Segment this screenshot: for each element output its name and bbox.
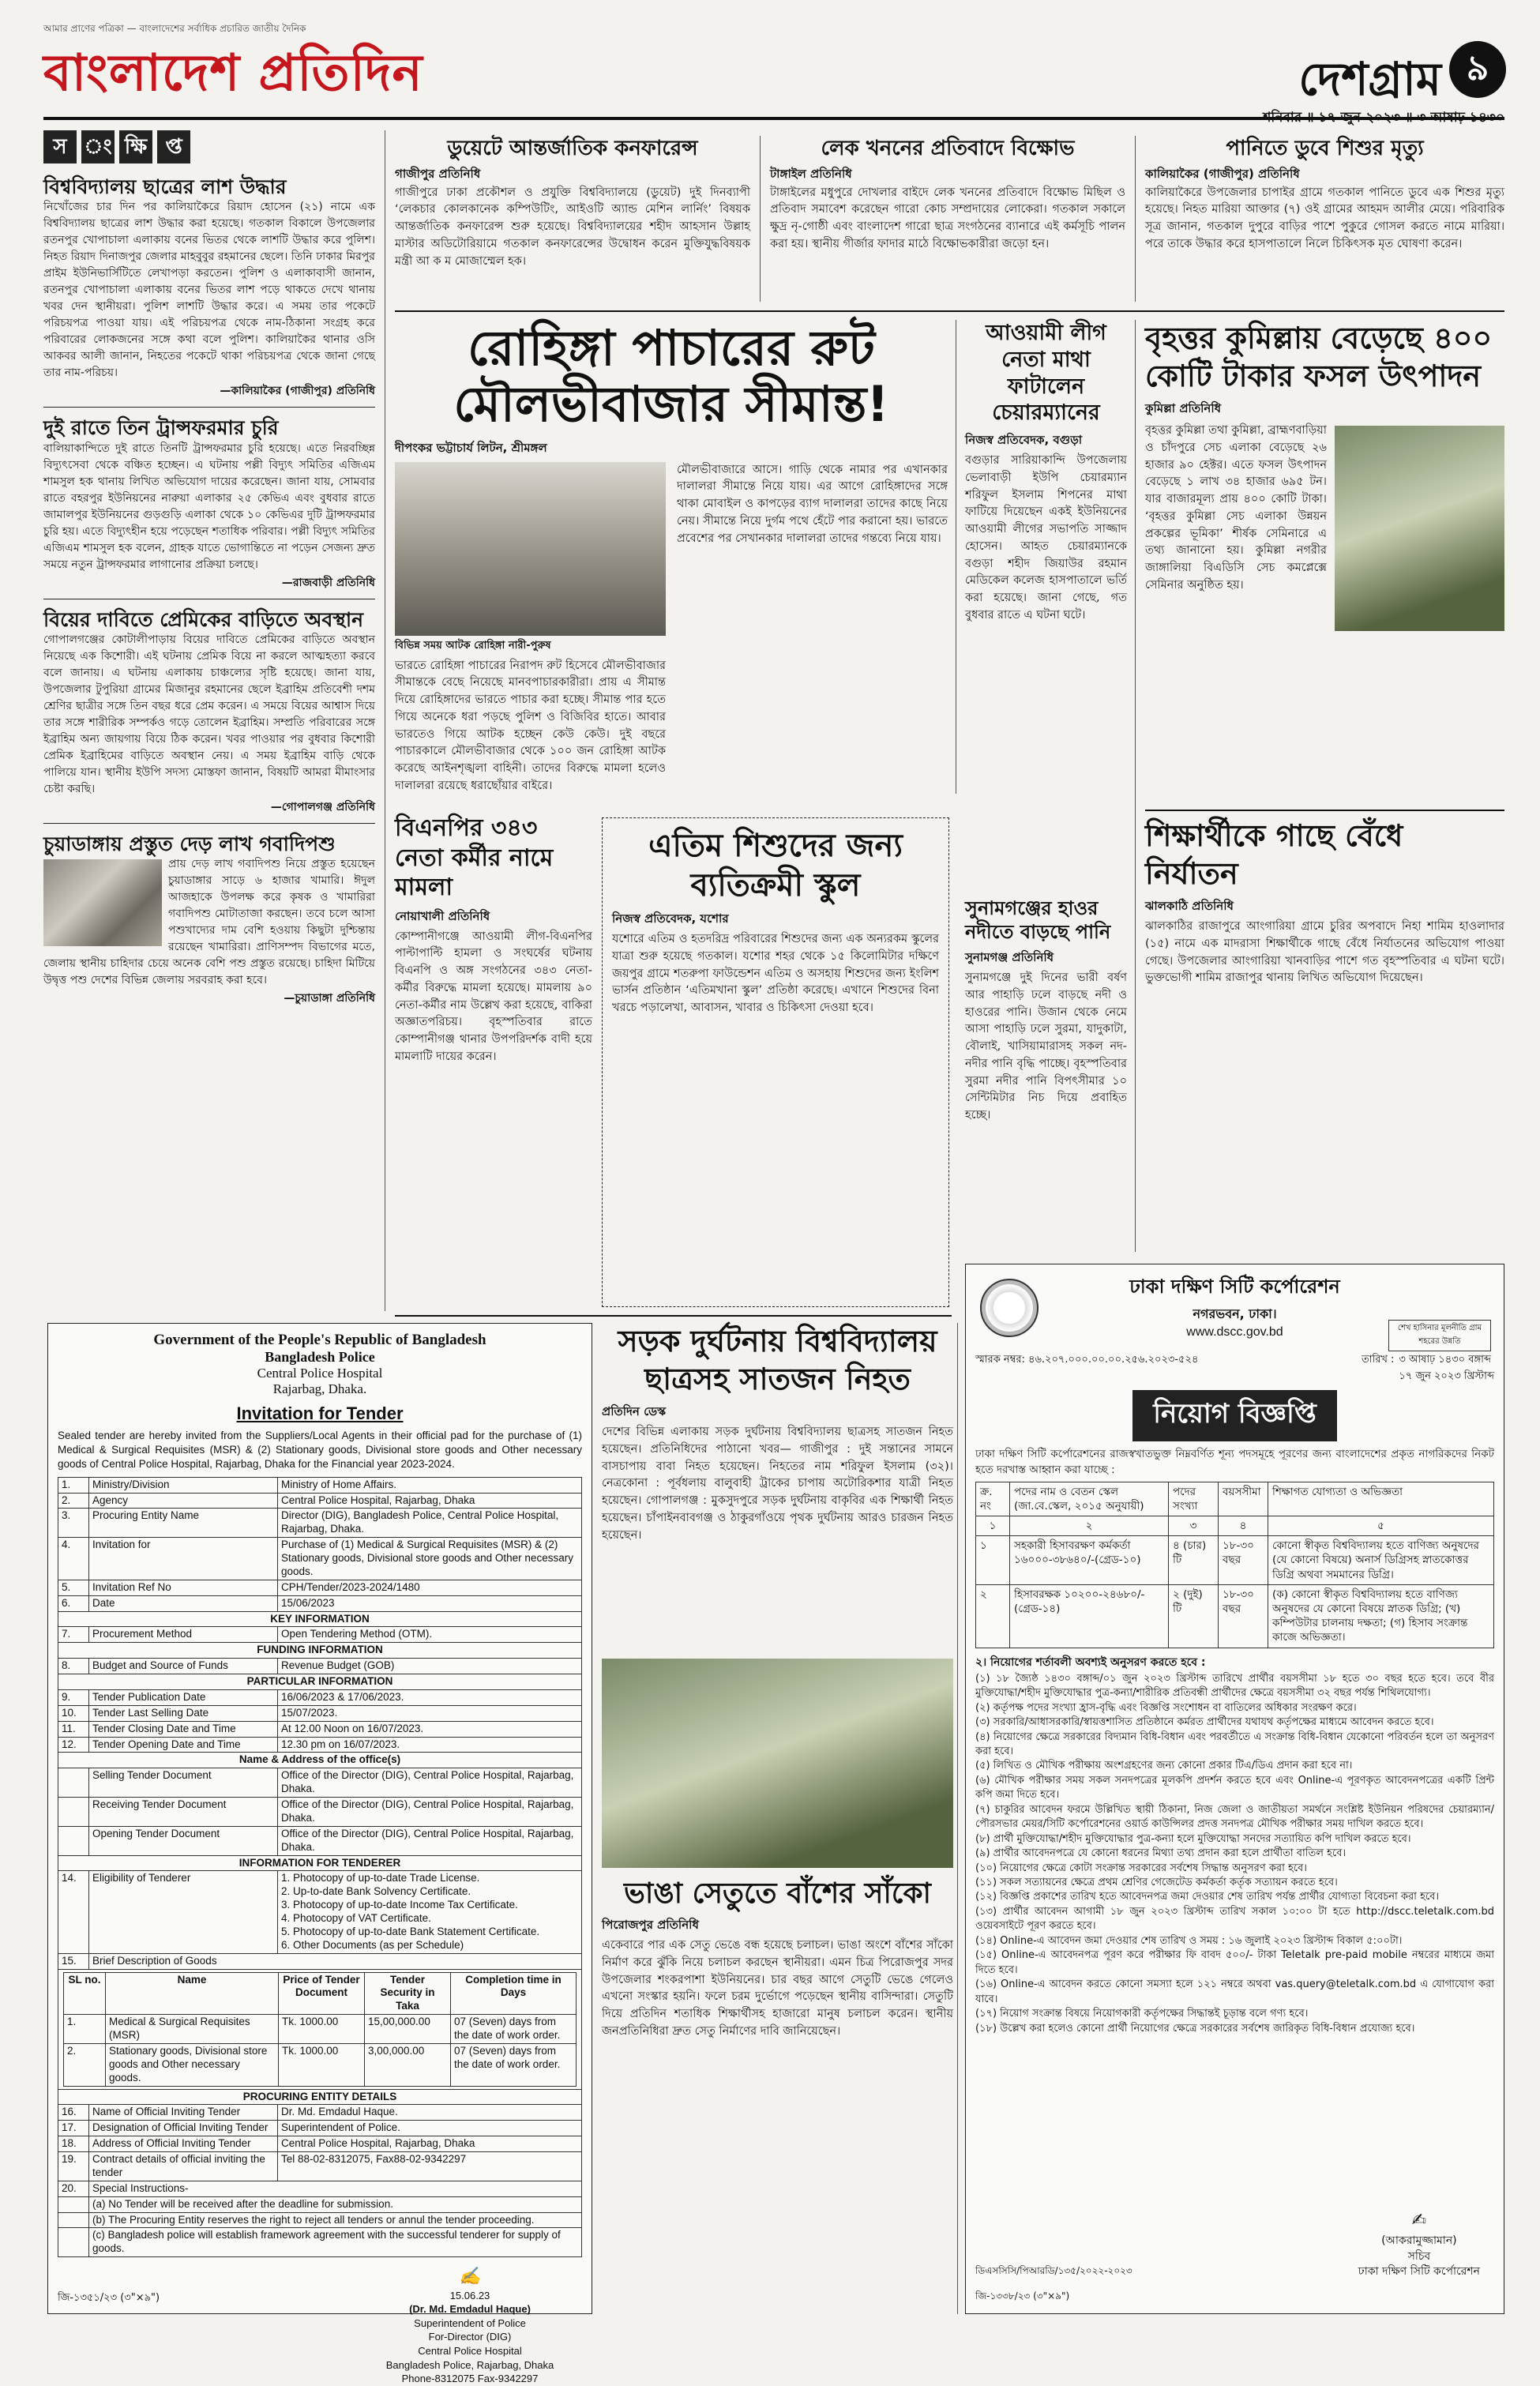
signature-name: (Dr. Md. Emdadul Haque) <box>409 2303 531 2316</box>
memo-number: স্মারক নম্বর: ৪৬.২০৭.০০০.০০.০০.২৫৬.২০২৩-৫২৪ <box>975 1354 1199 1366</box>
list-item: (১২) বিজ্ঞপ্তি প্রকাশের তারিখ হতে আবেদনপত্র জমা দেওয়ার শেষ তারিখ পর্যন্ত প্রার্থীর যোগ্যতা বিবেচনা করা হবে। <box>975 1891 1440 1903</box>
story-headline[interactable]: বিএনপির ৩৪৩ নেতা কর্মীর নামে মামলা <box>395 814 554 901</box>
story-byline: টাঙ্গাইল প্রতিনিধি <box>770 166 852 181</box>
table-row: 4. Invitation for Purchase of (1) Medical & Surgical Requisites (MSR) & (2) Stationary goods, Divisional store goods and Other necessary goods. <box>58 1538 582 1580</box>
story-headline[interactable]: পানিতে ডুবে শিশুর মৃত্যু <box>1226 137 1424 160</box>
list-item: (২) কর্তৃপক্ষ পদের সংখ্যা হ্রাস-বৃদ্ধি এবং বিজ্ঞপ্তি সংশোধন বা বাতিলের অধিকার সংরক্ষণ করে। <box>975 1701 1357 1714</box>
dscc-notice <box>965 1264 1504 2314</box>
section-name: দেশগ্রাম <box>1298 52 1441 106</box>
story-body: বৃহত্তর কুমিল্লা তথা কুমিল্লা, ব্রাহ্মণবাড়িয়া ও চাঁদপুরে সেচ এলাকা বেড়েছে ২৬ হাজার ৯০ হেক্টর। এতে ফসল উৎপাদন বেড়েছে ১ লাখ ৩৪ হাজার ৬৯৫ টন। যার বাজারমূল্য প্রায় ৪০০ কোটি টাকা। ‘বৃহত্তর কুমিল্লা সেচ এলাকা উন্নয়ন প্রকল্পের ভূমিকা’ শীর্ষক সেমিনারে এ তথ্য জানানো হয়। কুমিল্লা নগরীর জাঙ্গালিয়া বিএডিসি সেচ কমপ্লেক্সে সেমিনার অনুষ্ঠিত হয়। <box>1145 424 1327 592</box>
list-item: (১৩) প্রার্থীর আবেদন আগামী ১৮ জুন ২০২৩ খ্রিস্টাব্দ তারিখ সকাল ১০:০০ টা হতে http://dscc.teletalk.com.bd ওয়েবসাইটে পূরণ করতে হবে। <box>975 1905 1494 1933</box>
story-body: সুনামগঞ্জে দুই দিনের ভারী বর্ষণ আর পাহাড়ি ঢলে বাড়ছে নদী ও হাওরের পানি। উজান থেকে নেমে আসা পাহাড়ি ঢলে সুরমা, যাদুকাটা, বৌলাই, খাসিয়ামারাসহ সকল নদ-নদীর পানি বৃদ্ধি পাচ্ছে। বৃহস্পতিবার সুরমা নদীর পানি বিপৎসীমার ১০ সেন্টিমিটার নিচ দিয়ে প্রবাহিত হচ্ছে। <box>965 971 1127 1122</box>
signature-line: Bangladesh Police, Rajarbag, Dhaka <box>385 2358 554 2371</box>
table-row: 10. Tender Last Selling Date 15/07/2023. <box>58 1705 582 1721</box>
ad-code: জি-১৩৩৮/২৩ (৩"×৯") <box>975 2290 1070 2301</box>
list-item: (৬) মৌখিক পরীক্ষার সময় সকল সনদপত্রের মূলকপি প্রদর্শন করতে হবে এবং Online-এ পূরণকৃত আবেদনপত্রের একটি প্রিন্ট কপি জমা দিতে হবে। <box>975 1774 1494 1802</box>
list-item: (১৬) Online-এ আবেদন করতে কোনো সমস্যা হলে ১২১ নম্বরে অথবা vas.query@teletalk.com.bd এ যোগাযোগ করা যাবে। <box>975 1978 1494 2005</box>
story-sunamganj <box>965 896 1127 1307</box>
brief-item <box>43 175 375 408</box>
story-byline: কালিয়াকৈর (গাজীপুর) প্রতিনিধি <box>1145 166 1300 181</box>
story-orphan <box>602 817 949 1307</box>
table-section-header: Name & Address of the office(s) <box>58 1753 582 1768</box>
signature-date: 15.06.23 <box>449 2289 490 2301</box>
story-body: মৌলভীবাজারে আসে। গাড়ি থেকে নামার পর এখানকার দালালরা সীমান্তে নিয়ে যায়। এর আগে রোহিঙ্গাদের সঙ্গে থাকা মোবাইল ও কাপড়ের ব্যাগ দালালরা তাদের কাছে নিয়ে নেয়। সীমান্তে নিয়ে দুর্গম পথে হেঁটে পার করানো হয়। ভারতে প্রবেশের পর সেখানকার দালালরা তাদের গন্তব্যে নিয়ে যায়। <box>677 463 948 545</box>
story-bnp <box>395 813 592 1311</box>
table-row: 9. Tender Publication Date 16/06/2023 & 17/06/2023. <box>58 1689 582 1705</box>
table-row: (c) Bangladesh police will establish framework agreement with the successful tenderer for supply of goods. <box>58 2228 582 2257</box>
cattle-photo <box>43 859 162 946</box>
story-awami <box>965 320 1127 889</box>
notice-title: নিয়োগ বিজ্ঞপ্তি <box>1132 1390 1337 1441</box>
list-item: (১) ১৮ জ্যৈষ্ঠ ১৪৩০ বঙ্গাব্দ/০১ জুন ২০২৩ খ্রিস্টাব্দ তারিখে প্রার্থীর বয়সসীমা ১৮ হতে ৩০ বছর হতে হবে। তবে বীর মুক্তিযোদ্ধা/শহীদ মুক্তিযোদ্ধার পুত্র-কন্যা/শারীরিক প্রতিবন্ধী প্রার্থীদের ক্ষেত্রে বয়সসীমা ৩২ বছর পর্যন্ত শিথিলযোগ্য। <box>975 1672 1494 1700</box>
table-row: ১ সহকারী হিসাবরক্ষণ কর্মকর্তা ১৬০০০-৩৮৬৪০/-(গ্রেড-১০) ৪ (চার) টি ১৮-৩০ বছর কোনো স্বীকৃত বিশ্ববিদ্যালয় হতে বাণিজ্য অনুষদের (যে কোনো বিষয়ে) অনার্স ডিগ্রিসহ স্নাতকোত্তর ডিগ্রি অথবা সমমানের ডিগ্রি। <box>976 1536 1494 1585</box>
story-drown <box>1145 136 1504 306</box>
table-row: 16. Name of Official Inviting Tender Dr. Md. Emdadul Haque. <box>58 2105 582 2121</box>
brief-headline[interactable]: চুয়াডাঙ্গায় প্রস্তুত দেড় লাখ গবাদিপশু <box>43 832 336 855</box>
list-item: (৯) প্রার্থীর আবেদনপত্রে যে কোনো ধরনের মিথ্যা তথ্য প্রদান করা হলে প্রার্থীতা বাতিল হবে। <box>975 1847 1346 1860</box>
table-row: 20. Special Instructions- <box>58 2181 582 2196</box>
signature-name: (আকরামুজ্জামান) <box>1381 2234 1457 2248</box>
list-item: (৭) চাকুরির আবেদন ফরমে উল্লিখিত স্থায়ী ঠিকানা, নিজ জেলা ও জাতীয়তা সমর্থনে সংশ্লিষ্ট ইউনিয়ন পরিষদের চেয়ারম্যান/পৌরসভার মেয়র/সিটি কর্পোরেশনের ওয়ার্ড কাউন্সিলর প্রদত্ত সনদপত্র মৌখিক পরীক্ষার সময় দাখিল করতে হবে। <box>975 1803 1494 1831</box>
dscc-slogan: শেখ হাসিনার মূলনীতি গ্রাম শহরের উন্নতি <box>1388 1320 1491 1351</box>
story-body: গাজীপুরে ঢাকা প্রকৌশল ও প্রযুক্তি বিশ্ববিদ্যালয়ে (ডুয়েট) দুই দিনব্যাপী ‘লেকচার কোলকানেক কম্পিউটিং, আইওটি অ্যান্ড মেশিন লার্নিং’ বিষয়ক আন্তর্জাতিক কনফারেন্স শুরু হয়েছে। বিশ্ববিদ্যালয়ের শহীদ আহসান উল্লাহ মাস্টার অডিটোরিয়ামে গতকাল কনফারেন্সের উদ্বোধন করেন মুক্তিযুদ্ধবিষয়ক মন্ত্রী আ ক ম মোজাম্মেল হক। <box>395 186 750 268</box>
story-body: যশোরে এতিম ও হতদরিদ্র পরিবারের শিশুদের জন্য এক অন্যরকম স্কুলের যাত্রা শুরু হয়েছে গতকাল। যশোর শহর থেকে ১৫ কিলোমিটার দক্ষিণে জয়পুর গ্রামে শতরুপা ফাউন্ডেশন এতিম ও অসহায় শিশুদের জন্য ইংলিশ ভার্সন প্রতিষ্ঠান ‘এতিমখানা স্কুল’ প্রতিষ্ঠা করেছে। এখানে শিশুদের বিনা খরচে পড়ালেখা, আবাসন, খাবার ও চিকিৎসা দেওয়া হবে। <box>612 933 939 1014</box>
table-section-header: PARTICULAR INFORMATION <box>58 1674 582 1690</box>
table-row: 17. Designation of Official Inviting Tender Superintendent of Police. <box>58 2121 582 2136</box>
brief-headline[interactable]: দুই রাতে তিন ট্রান্সফরমার চুরি <box>43 416 279 440</box>
goods-table <box>63 1972 577 2087</box>
signature-line: Superintendent of Police <box>414 2316 526 2329</box>
signature-org: ঢাকা দক্ষিণ সিটি কর্পোরেশন <box>1358 2265 1480 2279</box>
list-item: (৮) প্রার্থী মুক্তিযোদ্ধা/শহীদ মুক্তিযোদ্ধার পুত্র-কন্যা হলে মুক্তিযোদ্ধা সনদের সত্যায়িত কপি দাখিল করতে হবে। <box>975 1832 1411 1845</box>
sangkhipto-letter: ং <box>81 130 115 163</box>
sangkhipto-column <box>43 130 375 1311</box>
story-bridge <box>602 1876 953 2314</box>
story-headline[interactable]: সুনামগঞ্জের হাওর নদীতে বাড়ছে পানি <box>965 897 1111 943</box>
lead-headline-line2[interactable]: মৌলভীবাজার সীমান্ত! <box>453 375 889 434</box>
table-row: 2. Stationary goods, Divisional store goods and Other necessary goods. Tk. 1000.00 3,00,000.00 07 (Seven) days from the date of work order. <box>64 2043 577 2086</box>
masthead-rule <box>43 117 1504 120</box>
dscc-url[interactable]: www.dscc.gov.bd <box>1186 1325 1283 1339</box>
list-item: (৪) নিয়োগের ক্ষেত্রে সরকারের বিদ্যমান বিধি-বিধান এবং পরবর্তীতে এ সংক্রান্ত বিধি-বিধান যেকোনো পরিবর্তন হলে তা অনুসরণ করা হবে। <box>975 1730 1494 1757</box>
table-row: (a) No Tender will be received after the deadline for submission. <box>58 2196 582 2212</box>
table-section-header: PROCURING ENTITY DETAILS <box>58 2089 582 2105</box>
story-duet <box>395 136 750 306</box>
list-item: (১৫) Online-এ আবেদনপত্র পূরণ করে পরীক্ষার ফি বাবদ ৫০০/- টাকা Teletalk pre-paid mobile নম্বরের মাধ্যমে জমা দিতে হবে। <box>975 1949 1494 1976</box>
story-byline: সুনামগঞ্জ প্রতিনিধি <box>965 950 1054 964</box>
section-rule <box>395 1315 952 1317</box>
story-headline[interactable]: এতিম শিশুদের জন্য ব্যতিক্রমী স্কুল <box>648 828 903 904</box>
signature-mark: ✍ <box>459 2267 481 2287</box>
table-row: (b) The Procuring Entity reserves the right to reject all tenders or annul the tender proceeding. <box>58 2212 582 2228</box>
table-header: SL no. Name Price of Tender Document Tender Security in Taka Completion time in Days <box>64 1972 577 2015</box>
column-divider <box>957 1323 958 2314</box>
tender-title: Invitation for Tender <box>236 1403 404 1423</box>
story-headline[interactable]: লেক খননের প্রতিবাদে বিক্ষোভ <box>821 137 1075 160</box>
list-item: (১১) সকল সত্যায়নের ক্ষেত্রে প্রথম শ্রেণির গেজেটেড কর্মকর্তা কর্তৃক সত্যায়ন করতে হবে। <box>975 1877 1338 1889</box>
date-english: ১৭ জুন ২০২৩ খ্রিস্টাব্দ <box>1399 1370 1494 1382</box>
strip-rule <box>395 310 1504 312</box>
tender-signature <box>358 2265 582 2386</box>
table-row: 6. Date 15/06/2023 <box>58 1595 582 1611</box>
sangkhipto-letter: প্ত <box>157 130 190 163</box>
story-byline: গাজীপুর প্রতিনিধি <box>395 166 481 181</box>
story-body: টাঙ্গাইলের মধুপুরে দোখলার বাইদে লেক খননের প্রতিবাদে বিক্ষোভ মিছিল ও প্রতিবাদ সমাবেশ করেছেন গারো কোচ সম্প্রদায়ের লোকেরা। গতকাল সকালে ক্ষুদ্র নৃ-গোষ্ঠী এবং বাংলাদেশ গারো ছাত্র সংগঠনের ব্যানারে এই কর্মসূচি পালন করা হয়। স্থানীয় গীর্জার ফাদার মাঠে বিক্ষোভকারীরা জড়ো হন। <box>770 186 1125 250</box>
list-item: (১৮) উল্লেখ করা হলেও কোনো প্রার্থী নিয়োগের ক্ষেত্রে সরকারের সর্বশেষ জারিকৃত বিধি-বিধান প্রযোজ্য হবে। <box>975 2022 1415 2035</box>
story-byline: দীপংকর ভট্টাচার্য লিটন, শ্রীমঙ্গল <box>395 440 547 455</box>
table-row: 11. Tender Closing Date and Time At 12.00 Noon on 16/07/2023. <box>58 1721 582 1737</box>
tender-gov: Government of the People's Republic of Bangladesh <box>153 1332 486 1348</box>
brief-body: বালিয়াকান্দিতে দুই রাতে তিনটি ট্রান্সফরমার চুরি হয়েছে। এতে নিরবচ্ছিন্ন বিদ্যুৎসেবা থেকে বঞ্চিত হচ্ছেন। এ ঘটনায় পল্লী বিদ্যুৎ সমিতির এজিএম শামসুল হক থানায় লিখিত অভিযোগ দায়ের করেছেন। জানা যায়, সোমবার রাতে বহরপুর ইউনিয়নের নারুয়া এলাকার ২৫ কেভিএ এবং বুধবার রাতে জামালপুর ইউনিয়নের গুড়গুড়ি এলাকা থেকে ১০ কেভিএর দুটি ট্রান্সফরমার চুরি হয়। এতে বিদ্যুৎহীন হয়ে পড়েছেন শতাধিক পরিবার। পল্লী বিদ্যুৎ সমিতির এজিএম শামসুল হক বলেন, গ্রাহক যাতে ভোগান্তিতে না পড়েন সেজন্য দ্রুত সময়ে নতুন ট্রান্সফরমার লাগানোর প্রক্রিয়া চলছে। <box>43 442 375 571</box>
story-headline[interactable]: ভাঙা সেতুতে বাঁশের সাঁকো <box>624 1877 931 1910</box>
story-byline: প্রতিদিন ডেস্ক <box>602 1404 667 1418</box>
table-row: 7. Procurement Method Open Tendering Method (OTM). <box>58 1627 582 1643</box>
brief-credit: —রাজবাড়ী প্রতিনিধি <box>281 576 375 589</box>
conditions-title: ২। নিয়োগের শর্তাবলী অবশ্যই অনুসরণ করতে হবে : <box>975 1655 1206 1669</box>
sangkhipto-letter: ক্ষি <box>119 130 152 163</box>
story-body: দেশের বিভিন্ন এলাকায় সড়ক দুর্ঘটনায় বিশ্ববিদ্যালয় ছাত্রসহ সাতজন নিহত হয়েছেন। প্রতিনিধিদের পাঠানো খবর— গাজীপুর : দুই সন্তানের সামনে বাসচাপায় বাবা নিহত হয়েছেন। নিহতের নাম শরিফুল ইসলাম (৩২)। নেত্রকোনা : পূর্বধলায় বালুবাহী ট্রাকের চাপায় অটোরিকশার যাত্রী নিহত হয়েছেন। গোপালগঞ্জ : মুকসুদপুরে সড়ক দুর্ঘটনায় বাকৃবির এক শিক্ষার্থী নিহত হয়েছেন। চাঁপাইনবাবগঞ্জ ও ঠাকুরগাঁওয়ে পৃথক দুর্ঘটনায় আরও চারজন নিহত হয়েছেন। <box>602 1426 953 1542</box>
table-row: Selling Tender Document Office of the Director (DIG), Central Police Hospital, Rajarbag, Dhaka. <box>58 1768 582 1798</box>
date-label: তারিখ : <box>1361 1354 1395 1366</box>
table-row: 8. Budget and Source of Funds Revenue Budget (GOB) <box>58 1659 582 1674</box>
story-headline-line2[interactable]: ছাত্রসহ সাতজন নিহত <box>644 1361 911 1396</box>
masthead-tagline: আমার প্রাণের পত্রিকা — বাংলাদেশের সর্বাধিক প্রচারিত জাতীয় দৈনিক <box>43 23 306 34</box>
brief-body: প্রায় দেড় লাখ গবাদিপশু নিয়ে প্রস্তুত হয়েছেন চুয়াডাঙ্গার সাড়ে ৬ হাজার খামারি। ঈদুল আজহাকে উপলক্ষ করে কৃষক ও খামারিরা গবাদিপশু মোটাতাজা করছেন। তবে চলে আসা পশুখাদ্যের দাম বেশি হওয়ায় কিছুটা দুশ্চিন্তায় রয়েছেন খামারিরা। প্রাণিসম্পদ বিভাগের মতে, জেলায় স্থানীয় চাহিদার চেয়ে অনেক বেশি পশু প্রস্তুত রয়েছে। চাহিদা মিটিয়ে উদ্বৃত্ত পশু দেশের বিভিন্ন জেলায় সরবরাহ করা হবে। <box>43 858 375 986</box>
dscc-name: ঢাকা দক্ষিণ সিটি কর্পোরেশন <box>1129 1276 1340 1298</box>
story-byline: নোয়াখালী প্রতিনিধি <box>395 908 490 923</box>
story-headline[interactable]: বৃহত্তর কুমিল্লায় বেড়েছে ৪০০ কোটি টাকার ফসল উৎপাদন <box>1145 321 1493 393</box>
page-number: ৯ <box>1449 41 1506 98</box>
sangkhipto-title <box>43 130 375 163</box>
table-row <box>58 1969 582 2089</box>
sangkhipto-letter: স <box>43 130 77 163</box>
table-row: ২ হিসাবরক্ষক ১০২০০-২৪৬৮০/-(গ্রেড-১৪) ২ (দুই) টি ১৮-৩০ বছর (ক) কোনো স্বীকৃত বিশ্ববিদ্যালয় হতে বাণিজ্য অনুষদের যে কোনো বিষয়ে স্নাতক ডিগ্রি; (খ) কম্পিউটার চালনায় দক্ষতা; (গ) হিসাব সংক্রান্ত কাজে অভিজ্ঞতা। <box>976 1584 1494 1648</box>
column-divider <box>1135 320 1136 1252</box>
story-headline[interactable]: শিক্ষার্থীকে গাছে বেঁধে নির্যাতন <box>1145 818 1403 891</box>
table-row: Opening Tender Document Office of the Director (DIG), Central Police Hospital, Rajarbag, Dhaka. <box>58 1826 582 1855</box>
photo-caption: বিভিন্ন সময় আটক রোহিঙ্গা নারী-পুরুষ <box>395 639 551 652</box>
date-bangla: ৩ আষাঢ় ১৪৩০ বঙ্গাব্দ <box>1399 1354 1491 1366</box>
signature-line: Central Police Hospital <box>418 2345 522 2358</box>
story-headline[interactable]: আওয়ামী লীগ নেতা মাথা ফাটালেন চেয়ারম্যানের <box>986 321 1106 426</box>
story-body: কালিয়াকৈরে উপজেলার চাপাইর গ্রামে গতকাল পানিতে ডুবে এক শিশুর মৃত্যু হয়েছে। নিহত মারিয়া আক্তার (৭) ওই গ্রামের আহমদ আলীর মেয়ে। পরিবারিক সূত্র জানান, গতকাল দুপুরে বাড়ির পাশে পুকুরে গোসল করতে নামে মারিয়া। পরে তাকে উদ্ধার করে হাসপাতালে নিলে চিকিৎসক মৃত ঘোষণা করেন। <box>1145 186 1504 250</box>
table-row: ১ ২ ৩ ৪ ৫ <box>976 1516 1494 1535</box>
table-row: 15. Brief Description of Goods <box>58 1953 582 1969</box>
list-item: (১৪) Online-এ আবেদন জমা দেওয়ার শেষ তারিখ ও সময় : ১৬ জুলাই ২০২৩ খ্রিস্টাব্দ বিকাল ৫:০০টা। <box>975 1934 1403 1947</box>
lead-headline-line1[interactable]: রোহিঙ্গা পাচারের রুট <box>468 319 875 377</box>
column-divider <box>1135 136 1136 302</box>
story-byline: কুমিল্লা প্রতিনিধি <box>1145 401 1222 415</box>
story-body: ঝালকাঠির রাজাপুরে আংগারিয়া গ্রামে চুরির অপবাদে নিহা শামিম হাওলাদার (১৫) নামে এক মাদরাসা শিক্ষার্থীকে গাছে বেঁধে নির্যাতনের অভিযোগ পাওয়া গেছে। উপজেলার আংগারিয়া খানবাড়ির পাশে গত বৃহস্পতিবার এ ঘটনা ঘটে। ভুক্তভোগী শামিম রাজাপুর থানায় লিখিত অভিযোগ দিয়েছেন। <box>1145 920 1504 985</box>
brief-credit: —চুয়াডাঙ্গা প্রতিনিধি <box>284 992 375 1005</box>
table-row: 3. Procuring Entity Name Director (DIG), Bangladesh Police, Central Police Hospital, Rajarbag, Dhaka. <box>58 1509 582 1538</box>
brief-body: নিখোঁজের চার দিন পর কালিয়াকৈরে রিয়াদ হোসেন (২১) নামে এক বিশ্ববিদ্যালয় ছাত্রের লাশ উদ্ধার করা হয়েছে। গতকাল বিকালে উপজেলার রতনপুর খোপাচালা এলাকায় বনের ভিতর থেকে লাশটি উদ্ধার করে পুলিশ। নিহত রিয়াদ দিনাজপুর জেলার মাহবুবুর রহমানের ছেলে। তিনি ঢাকার মিরপুর প্রাইম ইউনিভার্সিটিতে লেখাপড়া করতেন। পুলিশ ও এলাকাবাসী জানান, রতনপুর খোপাচালা এলাকায় বনের ভিতর লাশ পড়ে থাকতে দেখে থানায় খবর দেন স্থানীয়রা। পুলিশ লাশটি উদ্ধার করে। এ সময় তার পকেটে পরিচয়পত্র পাওয়া যায়। এই পরিচয়পত্র থেকে নাম-ঠিকানা সংগ্রহ করে পরিবারের লোকজনের সঙ্গে কথা বলে পুলিশ। কালিয়াকৈর থানার ওসি আকবর আলী জানান, নিহতের পকেটে থাকা পরিচয়পত্র থেকে জানা গেছে তার নাম-পরিচয়। <box>43 201 375 380</box>
table-row: 14. Eligibility of Tenderer 1. Photocopy of up-to-date Trade License. 2. Up-to-date Bank Solvency Certificate. 3. Photocopy of up-to-date Income Tax Certificate. 4. Photocopy of VAT Certificate. 5. Photocopy of up-to-date Bank Statement Certificate. 6. Other Documents (as per Schedule) <box>58 1871 582 1953</box>
notice-intro: ঢাকা দক্ষিণ সিটি কর্পোরেশনের রাজস্বখাতভুক্ত নিম্নবর্ণিত শূন্য পদসমূহে পূরণের জন্য বাংলাদেশের প্রকৃত নাগরিকদের নিকট হতে দরখাস্ত আহ্বান করা যাচ্ছে : <box>975 1448 1494 1477</box>
table-row: Receiving Tender Document Office of the Director (DIG), Central Police Hospital, Rajarbag, Dhaka. <box>58 1798 582 1827</box>
story-body: কোম্পানীগঞ্জে আওয়ামী লীগ-বিএনপির পাল্টাপাল্টি হামলা ও সংঘর্ষের ঘটনায় বিএনপি ও অঙ্গ সংগঠনের ৩৪৩ নেতা-কর্মীর বিরুদ্ধে মামলা হয়েছে। মামলায় ৯০ নেতা-কর্মীর নাম উল্লেখ করা হয়েছে, বাকিরা অজ্ঞাতপরিচয়। বৃহস্পতিবার রাতে কোম্পানীগঞ্জ থানার উপপরিদর্শক বাদী হয়ে মামলাটি দায়ের করেন। <box>395 930 592 1063</box>
vacancy-table <box>975 1482 1494 1648</box>
dscc-logo <box>980 1279 1039 1337</box>
table-row: 18. Address of Official Inviting Tender Central Police Hospital, Rajarbag, Dhaka <box>58 2136 582 2152</box>
tender-police: Bangladesh Police <box>265 1349 375 1365</box>
crop-photo <box>1335 426 1504 631</box>
story-byline: পিরোজপুর প্রতিনিধি <box>602 1918 699 1932</box>
tender-notice <box>47 1323 592 2385</box>
story-teacher <box>1145 817 1504 1256</box>
signature-line: Phone-8312075 Fax-9342297 <box>401 2373 539 2385</box>
table-row: 2. Agency Central Police Hospital, Rajarbag, Dhaka <box>58 1493 582 1509</box>
story-headline[interactable]: ডুয়েটে আন্তর্জাতিক কনফারেন্স <box>447 137 698 160</box>
column-divider <box>760 136 761 302</box>
ad-code: ডিএসসিসি/পিআরডি/১৩৫/২০২২-২০২৩ <box>975 2265 1132 2276</box>
story-byline: ঝালকাঠি প্রতিনিধি <box>1145 899 1234 913</box>
table-section-header: FUNDING INFORMATION <box>58 1643 582 1659</box>
story-body: বগুড়ার সারিয়াকান্দি উপজেলায় ভেলাবাড়ী ইউপি চেয়ারম্যান শরিফুল ইসলাম শিপনের মাথা ফাটিয়ে দিয়েছেন একই ইউনিয়নের আওয়ামী লীগের সভাপতি সাজ্জাদ হোসেন। আহত চেয়ারম্যানকে বগুড়া শহীদ জিয়াউর রহমান মেডিকেল কলেজ হাসপাতালে ভর্তি করা হয়েছে। জানা গেছে, গত বুধবার রাতে এ ঘটনা ঘটে। <box>965 454 1127 622</box>
brief-item <box>43 607 375 824</box>
brief-credit: —গোপালগঞ্জ প্রতিনিধি <box>270 800 375 813</box>
list-item: (৩) সরকারি/আধাসরকারি/স্বায়ত্তশাসিত প্রতিষ্ঠানে কর্মরত প্রার্থীদের যথাযথ কর্তৃপক্ষের মাধ্যমে আবেদন করতে হবে। <box>975 1716 1434 1729</box>
conditions-list <box>975 1672 1494 2036</box>
table-row: 12. Tender Opening Date and Time 12.30 pm on 16/07/2023. <box>58 1737 582 1753</box>
tender-intro: Sealed tender are hereby invited from the Suppliers/Local Agents in their official pad for the purchase of (1) Medical & Surgical Requisites (MSR) & (2) Stationary goods, Divisional store goods and Other necessary goods of Central Police Hospital, Rajarbag, Dhaka for the Financial year 2023-2024. <box>58 1430 582 1471</box>
story-cumilla <box>1145 320 1504 802</box>
list-item: (৫) লিখিত ও মৌখিক পরীক্ষায় অংশগ্রহণের জন্য কোনো প্রকার টিএ/ডিএ প্রদান করা হবে না। <box>975 1760 1353 1772</box>
story-headline-line1[interactable]: সড়ক দুর্ঘটনায় বিশ্ববিদ্যালয় <box>618 1324 937 1358</box>
table-section-header: KEY INFORMATION <box>58 1611 582 1627</box>
list-item: (১৭) নিয়োগ সংক্রান্ত বিষয়ে নিয়োগকারী কর্তৃপক্ষের সিদ্ধান্তই চূড়ান্ত বলে গণ্য হবে। <box>975 2008 1309 2020</box>
bridge-photo <box>602 1659 953 1868</box>
brief-headline[interactable]: বিয়ের দাবিতে প্রেমিকের বাড়িতে অবস্থান <box>43 607 364 631</box>
tender-table <box>58 1477 582 2258</box>
brief-body: গোপালগঞ্জের কোটালীপাড়ায় বিয়ের দাবিতে প্রেমিকের বাড়িতে অবস্থান নিয়েছে এক কিশোরী। এই ঘটনায় প্রেমিক বিয়ে না করলে আত্মহত্যা করবে বলে জানায়। এ ঘটনায় এলাকায় চাঞ্চল্যের সৃষ্টি হয়েছে। জানা যায়, উপজেলার টুপুরিয়া গ্রামের মিজানুর রহমানের ছেলে ইব্রাহিম প্রতিবেশী দশম শ্রেণির ছাত্রীর সঙ্গে তিন বছর ধরে প্রেম করেন। এ সময়ে বিয়ের আশ্বাস দিয়ে তার সঙ্গে শারীরিক সম্পর্কও গড়ে তোলেন ইব্রাহিম। সম্প্রতি পরিবারের সঙ্গে ইব্রাহিম অন্য জায়গায় বিয়ে ঠিক করেন। খবর পাওয়ার পর বুধবার কিশোরী প্রেমিক ইব্রাহিমের বাড়িতে অবস্থান নেয়। এ সময় ইব্রাহিম বাড়ি থেকে পালিয়ে যান। স্থানীয় ইউপি সদস্য মোস্তফা জানান, বিষয়টি আমরা মীমাংসার চেষ্টা করছি। <box>43 633 375 795</box>
tender-place: Rajarbag, Dhaka. <box>272 1381 367 1396</box>
table-header: ক্র. নং পদের নাম ও বেতন স্কেল (জা.বে.স্কেল, ২০১৫ অনুযায়ী) পদের সংখ্যা বয়সসীমা শিক্ষাগত যোগ্যতা ও অভিজ্ঞতা <box>976 1482 1494 1516</box>
story-byline: নিজস্ব প্রতিবেদক, যশোর <box>612 911 729 926</box>
dscc-sub: নগরভবন, ঢাকা। <box>1193 1306 1277 1321</box>
story-byline: নিজস্ব প্রতিবেদক, বগুড়া <box>965 433 1083 447</box>
story-lake <box>770 136 1125 306</box>
table-row: 19. Contract details of official inviting the tender Tel 88-02-8312075, Fax88-02-9342297 <box>58 2152 582 2181</box>
signature-title: সচিব <box>1407 2249 1431 2263</box>
table-section-header: INFORMATION FOR TENDERER <box>58 1855 582 1871</box>
brief-item <box>43 415 375 599</box>
masthead-logo[interactable]: বাংলাদেশ প্রতিদিন <box>43 44 423 103</box>
signature-line: For-Director (DIG) <box>428 2331 512 2343</box>
list-item: (১০) নিয়োগের ক্ষেত্রে কোটা সংক্রান্ত সরকারের সর্বশেষ সিদ্ধান্ত অনুসরণ করা হবে। <box>975 1862 1307 1874</box>
brief-credit: —কালিয়াকৈর (গাজীপুর) প্রতিনিধি <box>220 385 375 398</box>
story-rohingya <box>395 320 948 798</box>
signature-mark: ✍ <box>1411 2211 1427 2231</box>
dscc-signature <box>1358 2209 1480 2280</box>
table-row: 5. Invitation Ref No CPH/Tender/2023-2024/1480 <box>58 1580 582 1595</box>
rohingya-photo <box>395 462 666 636</box>
tender-hospital: Central Police Hospital <box>257 1366 383 1381</box>
table-row: 1. Ministry/Division Ministry of Home Affairs. <box>58 1477 582 1493</box>
masthead <box>43 14 1504 133</box>
story-body: ভারতে রোহিঙ্গা পাচারের নিরাপদ রুট হিসেবে মৌলভীবাজার সীমান্তকে বেছে নিয়েছে মানবপাচারকারীরা। প্রায় এ সীমান্ত দিয়ে রোহিঙ্গাদের ভারতে পাচার করা হচ্ছে। সীমান্ত পার হতে গিয়ে অনেকে ধরা পড়ছে পুলিশ ও বিজিবির হাতে। আবার ভারতেও গিয়ে আটক হচ্ছেন কেউ কেউ। দুই বছরে পাচারকালে মৌলভীবাজার থেকে ১০০ জন রোহিঙ্গা আটক করেছে আইনশৃঙ্খলা বাহিনী। তাদের বিরুদ্ধে মামলা হলেও দালালরা রয়েছে ধরাছোঁয়ার বাইরে। <box>395 659 666 792</box>
story-rule <box>1145 810 1504 811</box>
story-body: একেবারে পার এক সেতু ভেঙে বন্ধ হয়েছে চলাচল। ভাঙা অংশে বাঁশের সাঁকো নির্মাণ করে ঝুঁকি নিয়ে চলাচল করছেন স্থানীয়রা। এমন চিত্র পিরোজপুর সদর উপজেলার শংকরপাশা ইউনিয়নের। চার বছর আগে সেতুটি ভেঙে গেলেও এখনো সংস্কার হয়নি। ফলে চরম দুর্ভোগে পড়েছেন স্থানীয় বাসিন্দারা। সেতুটি দিয়ে প্রতিদিন শতাধিক শিক্ষার্থীসহ হাজারো মানুষ চলাচল করেন। স্থানীয় জনপ্রতিনিধিরা দ্রুত সেতু নির্মাণের দাবি জানিয়েছেন। <box>602 1939 953 2038</box>
brief-headline[interactable]: বিশ্ববিদ্যালয় ছাত্রের লাশ উদ্ধার <box>43 175 287 198</box>
brief-item <box>43 832 375 1008</box>
table-row: 1. Medical & Surgical Requisites (MSR) Tk. 1000.00 15,00,000.00 07 (Seven) days from the date of work order. <box>64 2015 577 2044</box>
ad-code: জি-১৩৫১/২৩ (৩"×৯") <box>58 2292 160 2304</box>
